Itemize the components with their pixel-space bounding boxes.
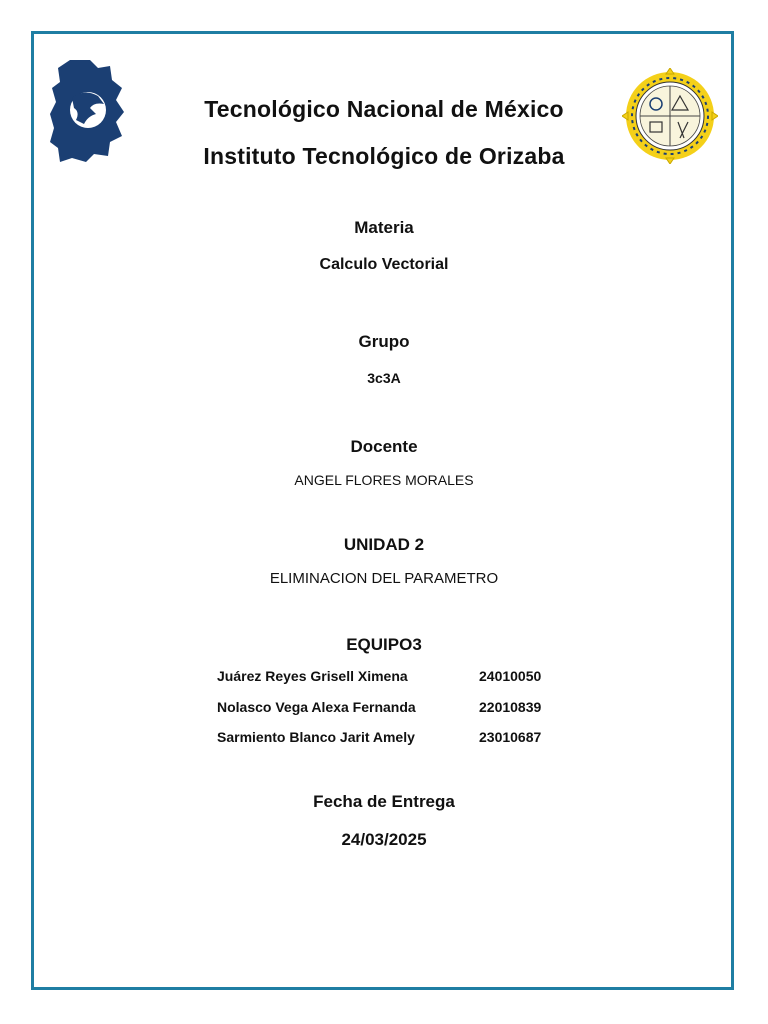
team-member-row: [217, 668, 577, 699]
team-member-row: [217, 699, 577, 730]
entrega-label: Fecha de Entrega: [313, 792, 455, 811]
equipo-label: EQUIPO3: [346, 635, 422, 654]
team-roster: [217, 668, 577, 760]
campus-title: Instituto Tecnológico de Orizaba: [203, 143, 565, 169]
materia-value: Calculo Vectorial: [319, 256, 449, 273]
member-name: Juárez Reyes Grisell Ximena: [217, 668, 408, 684]
entrega-date: 24/03/2025: [341, 830, 427, 849]
member-id: 23010687: [479, 729, 542, 745]
institution-title: Tecnológico Nacional de México: [204, 96, 564, 122]
grupo-label: Grupo: [358, 332, 410, 351]
member-id: 22010839: [479, 698, 542, 715]
member-name: Sarmiento Blanco Jarit Amely: [217, 729, 415, 745]
unidad-topic: ELIMINACION DEL PARAMETRO: [269, 570, 499, 587]
team-member-row: [217, 729, 577, 760]
member-name: Nolasco Vega Alexa Fernanda: [217, 698, 416, 715]
docente-value: ANGEL FLORES MORALES: [294, 472, 474, 488]
materia-label: Materia: [354, 218, 414, 237]
docente-label: Docente: [350, 437, 418, 456]
grupo-value: 3c3A: [367, 370, 401, 386]
unidad-label: UNIDAD 2: [343, 535, 425, 554]
member-id: 24010050: [479, 668, 542, 684]
